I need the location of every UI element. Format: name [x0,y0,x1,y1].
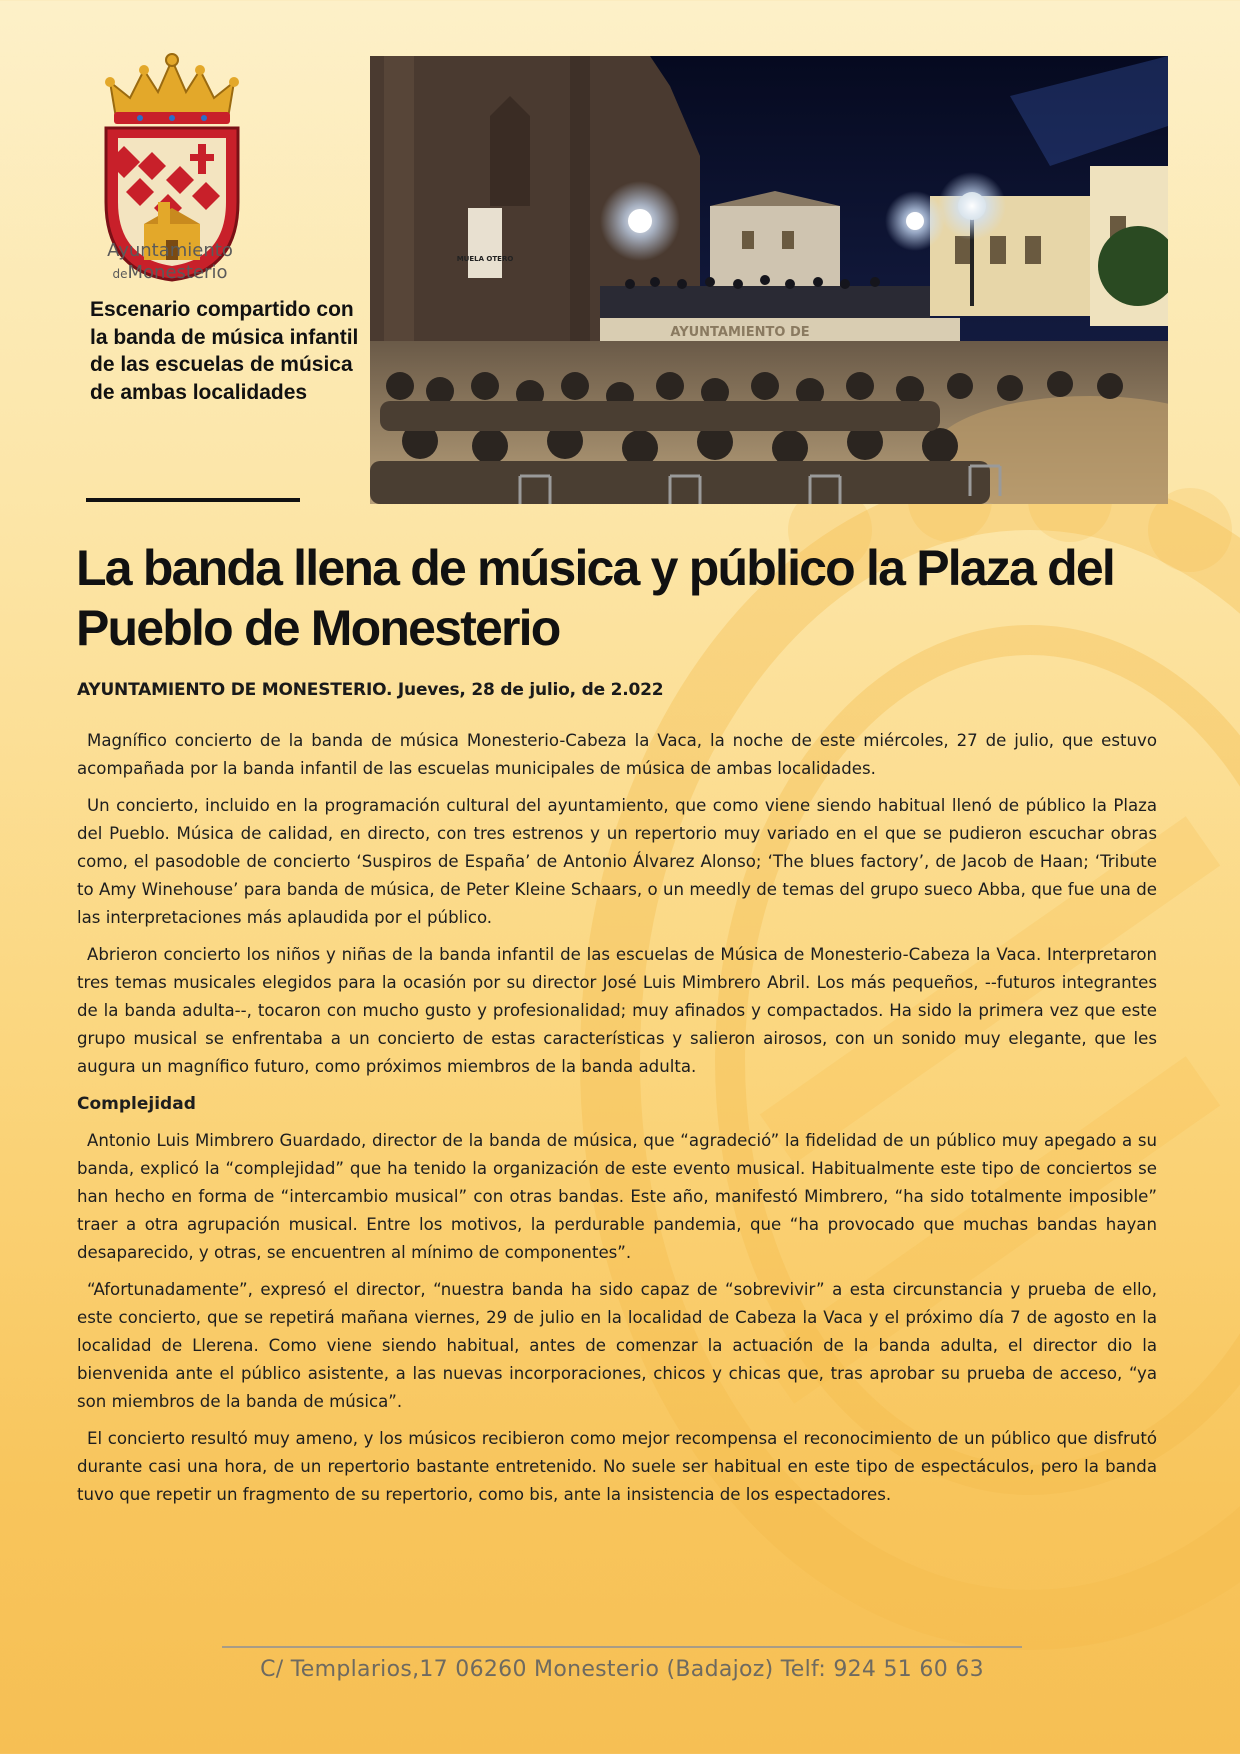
logo-line-2-prefix: de [112,267,128,281]
logo-line-2 [70,262,270,285]
concert-photo [370,56,1168,504]
paragraph-4: Antonio Luis Mimbrero Guardado, director de la banda de música, que “agradeció” la fidelidad de un público muy apegado a su banda, explicó la “complejidad” que ha tenido la organización de este evento musical. Habitualmente este tipo de conciertos se han hecho en forma de “intercambio musical” con otras bandas. Este año, manifestó Mimbrero, “ha sido totalmente imposible” traer a otra agrupación musical. Entre los motivos, la perdurable pandemia, que “ha provocado que muchas bandas hayan desaparecido, y otras, se encuentren al mínimo de componentes”. [77,1131,1157,1262]
paragraph-3: Abrieron concierto los niños y niñas de la banda infantil de las escuelas de Música de Monesterio-Cabeza la Vaca. Interpretaron tres temas musicales elegidos para la ocasión por su director José Luis Mimbrero Abril. Los más pequeños, --futuros integrantes de la banda adulta--, tocaron con mucho gusto y profesionalidad; muy afinados y compactados. Ha sido la primera vez que este grupo musical se enfrentaba a un concierto de estas características y salieron airosos, con un sonido muy elegante, que les augura un magnífico futuro, como próximos miembros de la banda adulta. [77,945,1157,1076]
article-body [77,727,1157,1518]
logo-line-2-name: Monesterio [127,262,228,283]
subheading-complejidad: Complejidad [77,1094,196,1114]
paragraph-6: El concierto resultó muy ameno, y los músicos recibieron como mejor recompensa el reconocimiento de un público que disfrutó durante casi una hora, de un repertorio bastante entretenido. No suele ser habitual en este tipo de espectáculos, pero la banda tuvo que repetir un fragmento de su repertorio, como bis, ante la insistencia de los espectadores. [77,1429,1157,1504]
paragraph-2: Un concierto, incluido en la programación cultural del ayuntamiento, que como viene siendo habitual llenó de público la Plaza del Pueblo. Música de calidad, en directo, con tres estrenos y un repertorio muy variado en el que se pudieron escuchar obras como, el pasodoble de concierto ‘Suspiros de España’ de Antonio Álvarez Alonso; ‘The blues factory’, de Jacob de Haan; ‘Tribute to Amy Winehouse’ para banda de música, de Peter Kleine Schaars, o un meedly de temas del grupo sueco Abba, que fue una de las interpretaciones más aplaudida por el público. [77,796,1157,927]
footer-divider [222,1646,1022,1648]
wall-poster-text: MUELA OTERO [456,255,514,263]
logo-wordmark [70,240,270,285]
article-headline: La banda llena de música y público la Plaza del Pueblo de Monesterio [76,540,1114,656]
article-dateline: AYUNTAMIENTO DE MONESTERIO. Jueves, 28 de julio, de 2.022 [77,680,664,700]
photo-caption: Escenario compartido con la banda de música infantil de las escuelas de música de ambas localidades [90,298,359,404]
paragraph-5: “Afortunadamente”, expresó el director, “nuestra banda ha sido capaz de “sobrevivir” a esta circunstancia y prueba de ello, este concierto, que se repetirá mañana viernes, 29 de julio en la localidad de Cabeza la Vaca y el próximo día 7 de agosto en la localidad de Llerena. Como viene siendo habitual, antes de comenzar la actuación de la banda adulta, el director dio la bienvenida ante el público asistente, a las nuevas incorporaciones, chicos y chicas que, tras aprobar su prueba de acceso, “ya son miembros de la banda de música”. [77,1280,1157,1411]
stage-banner-text: AYUNTAMIENTO DE [670,325,810,340]
logo-line-1: Ayuntamiento [107,240,233,261]
footer-address: C/ Templarios,17 06260 Monesterio (Badajoz) Telf: 924 51 60 63 [260,1657,984,1682]
paragraph-1: Magnífico concierto de la banda de música Monesterio-Cabeza la Vaca, la noche de este miércoles, 27 de julio, que estuvo acompañada por la banda infantil de las escuelas municipales de música de ambas localidades. [77,731,1157,778]
caption-divider [86,498,300,502]
